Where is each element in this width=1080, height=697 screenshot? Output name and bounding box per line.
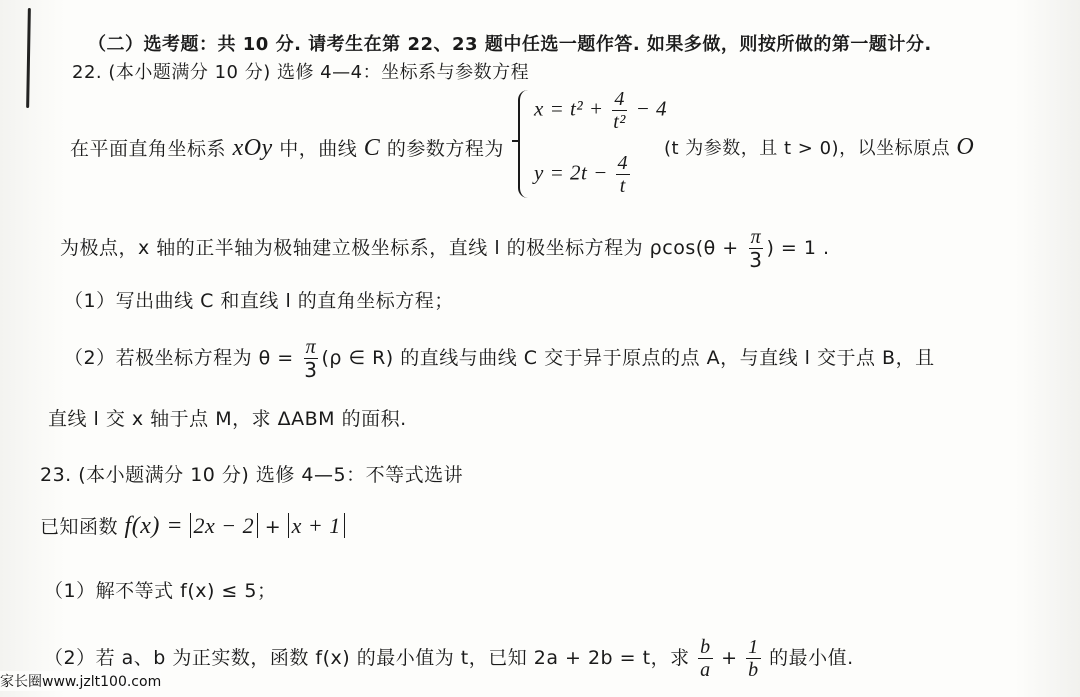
q22-part2-b: (ρ ∈ R) 的直线与曲线 C 交于异于原点的点 A，与直线 l 交于点 B，且 [321,347,935,369]
q23-part2 [44,636,854,681]
q23-plus: + [258,516,288,538]
q22-polar-tail: ) = 1 . [766,237,830,259]
q23-given [40,512,345,540]
q22-title: 22. (本小题满分 10 分) 选修 4—4：坐标系与参数方程 [72,62,530,83]
q23-given-prefix: 已知函数 [40,516,125,538]
q22-eq2-frac-num: 4 [617,152,628,174]
q22-part2-continued: 直线 l 交 x 轴于点 M，求 ΔABM 的面积. [48,408,407,430]
q22-polar-frac-num: π [750,226,762,248]
q22-param-note [664,134,974,161]
q23-frac1-den: a [700,659,711,681]
q22-eq1-lhs: x = t² + [534,96,610,121]
q22-curve-C: C [363,135,381,161]
q22-eq1-frac-num: 4 [614,88,625,110]
q22-part2-a: （2）若极坐标方程为 θ = [64,347,301,369]
q22-eq2-lhs: y = 2t − [534,160,614,185]
q22-polar-frac-den: 3 [749,248,763,272]
q22-origin-O: O [956,134,975,160]
q23-abs-term-1: 2x − 2 [190,513,259,538]
q22-xoy: xOy [232,135,273,161]
q22-part2-frac [302,336,319,381]
q23-abs-term-2: x + 1 [288,513,345,538]
q22-intro [70,134,504,162]
q23-frac2-den: b [748,659,759,681]
q23-frac-b-over-a [698,636,713,681]
q23-title: 23. (本小题满分 10 分) 选修 4—5：不等式选讲 [40,464,464,486]
q22-part2-frac-num: π [305,336,317,358]
q22-polar-text: 为极点，x 轴的正半轴为极轴建立极坐标系，直线 l 的极坐标方程为 ρcos(θ + [60,237,746,259]
q22-param-note-text: (t 为参数，且 t > 0)，以坐标原点 [664,138,951,159]
q23-frac-1-over-b [746,636,761,681]
q22-part2 [64,336,935,381]
q22-intro-end: 的参数方程为 [380,138,504,160]
q22-eq1-frac [611,88,628,133]
q23-frac2-num: 1 [748,636,759,658]
q22-eq1 [534,88,667,133]
q23-part2-plus: + [714,647,745,669]
q22-polar-frac [747,226,764,271]
q22-part2-frac-den: 3 [304,358,318,382]
q22-eq1-frac-den: t² [613,111,626,133]
q22-part1: （1）写出曲线 C 和直线 l 的直角坐标方程； [64,290,454,312]
q23-part2-a: （2）若 a、b 为正实数，函数 f(x) 的最小值为 t，已知 2a + 2b = t，求 [44,647,697,669]
q22-eq1-tail: − 4 [629,96,668,121]
site-watermark: 家长圈www.jzlt100.com [0,671,161,691]
q23-part1: （1）解不等式 f(x) ≤ 5； [44,580,277,602]
q22-intro-text: 在平面直角坐标系 [70,138,227,160]
q22-intro-mid: 中，曲线 [272,138,358,160]
q22-polar [60,226,830,271]
q23-frac1-num: b [700,636,711,658]
q22-eq2 [534,152,632,197]
q23-function-f: f(x) = [124,513,190,539]
equation-brace [518,90,534,198]
equation-brace-tip [512,140,520,142]
q22-eq2-frac-den: t [619,175,626,197]
q23-part2-end: 的最小值. [762,647,854,669]
q22-eq2-frac [616,152,631,197]
section-header: （二）选考题：共 10 分. 请考生在第 22、23 题中任选一题作答. 如果多做，则按所做的第一题计分. [88,34,932,55]
